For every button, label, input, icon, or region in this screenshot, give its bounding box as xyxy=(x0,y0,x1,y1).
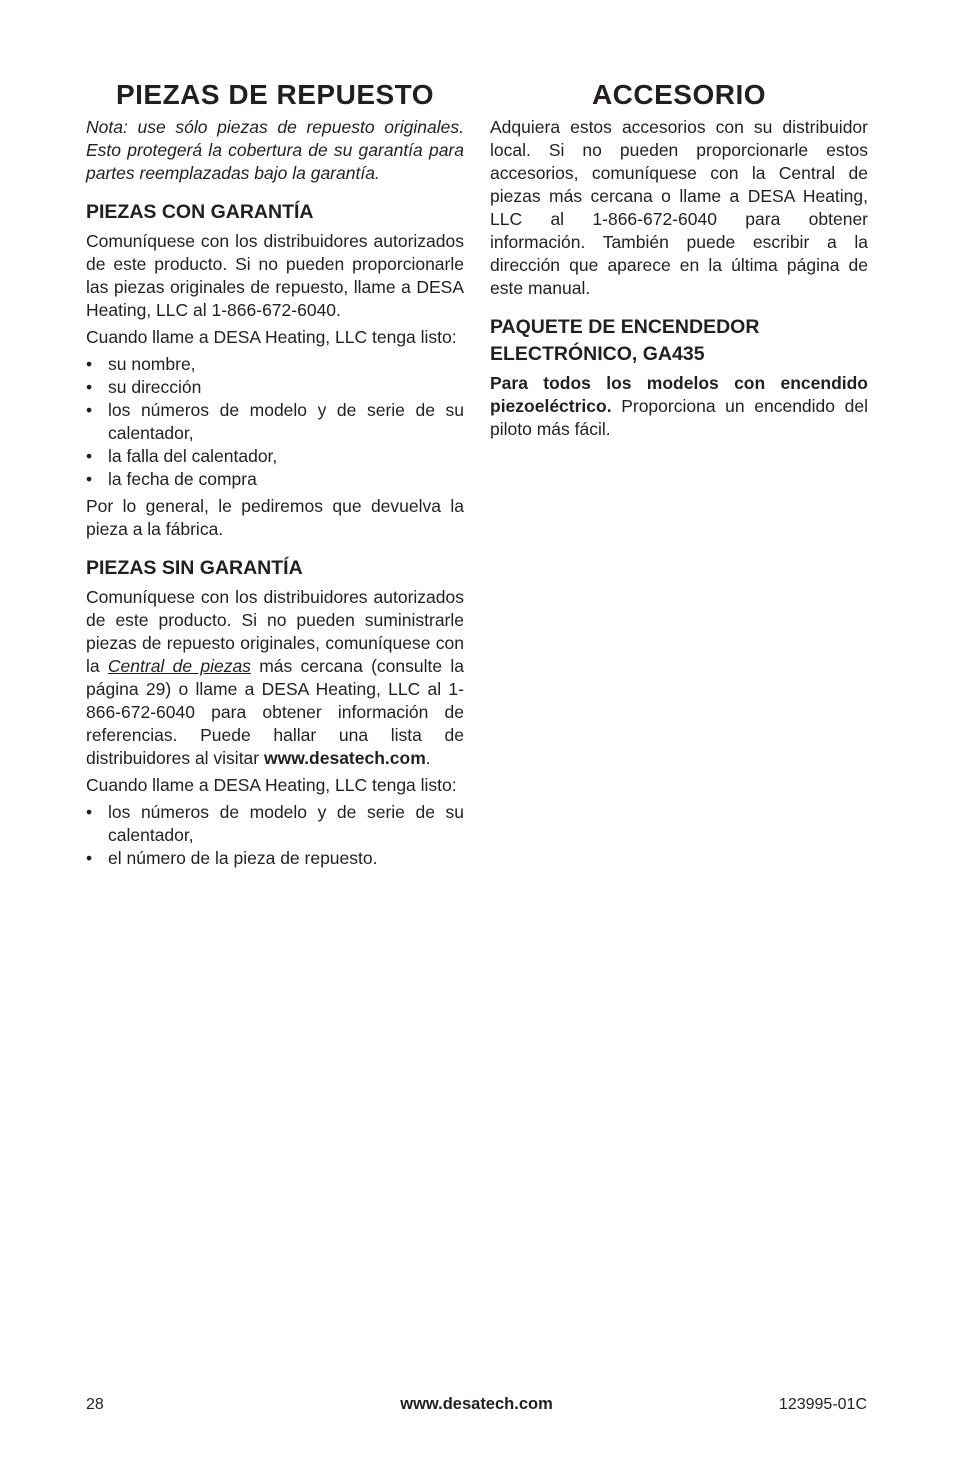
footer-website-link[interactable]: www.desatech.com xyxy=(400,1395,553,1413)
list-item: • su dirección xyxy=(86,376,464,399)
kit-text: Proporciona un encendido del piloto más fácil. xyxy=(490,396,868,439)
section-title-accesorio: ACCESORIO xyxy=(591,79,767,110)
accessory-paragraph: Adquiera estos accesorios con su distribuidor local. Si no pueden proporcionarle estos accesorios, comuníquese con la Central de piezas más cercana o llame a DESA Heating, LLC al 1-866-672-6040 para obtener información. También puede escribir a la dirección que aparece en la última página de este manual. xyxy=(490,117,868,298)
text-span: . xyxy=(425,748,431,768)
list-item: • el número de la pieza de repuesto. xyxy=(86,847,464,870)
section-title-repuesto: PIEZAS DE REPUESTO xyxy=(115,79,435,110)
note-paragraph: Nota: use sólo piezas de repuesto originales. Esto protegerá la cobertura de su garantía para partes reemplazadas bajo la garantía. xyxy=(86,117,464,183)
list-item: • su nombre, xyxy=(86,353,464,376)
warranty-paragraph-3: Por lo general, le pediremos que devuelva la pieza a la fábrica. xyxy=(86,496,464,539)
nonwarranty-paragraph-2: Cuando llame a DESA Heating, LLC tenga listo: xyxy=(86,775,457,795)
website-link[interactable]: www.desatech.com xyxy=(263,748,426,768)
right-column xyxy=(490,78,868,445)
warranty-paragraph-2: Cuando llame a DESA Heating, LLC tenga listo: xyxy=(86,327,457,347)
text-span: Comuníquese con los distribuidores autorizados de este producto. Si no pueden suministrarle piezas de repuesto originales, comuníquese con la xyxy=(86,587,464,676)
nonwarranty-paragraph-1 xyxy=(86,586,464,770)
heading-encendedor-kit: PAQUETE DE ENCENDEDOR ELECTRÓNICO, GA435 xyxy=(490,316,760,365)
list-item: • los números de modelo y de serie de su calentador, xyxy=(86,399,464,445)
left-column xyxy=(86,78,464,874)
warranty-list xyxy=(86,353,464,491)
list-item: • los números de modelo y de serie de su calentador, xyxy=(86,801,464,847)
kit-bold-text: Para todos los modelos con encendido piezoeléctrico. xyxy=(490,373,868,416)
page-number: 28 xyxy=(86,1396,104,1413)
kit-paragraph xyxy=(490,372,868,441)
text-span: más cercana (consulte la página 29) o llame a DESA Heating, LLC al 1-866-672-6040 para obtener información de referencias. Puede hallar una lista de distribuidores al visitar xyxy=(86,656,464,768)
warranty-paragraph-1: Comuníquese con los distribuidores autorizados de este producto. Si no pueden proporcionarle las piezas originales de repuesto, llame a DESA Heating, LLC al 1-866-672-6040. xyxy=(86,231,464,320)
page-footer xyxy=(86,1393,867,1417)
document-code: 123995-01C xyxy=(778,1396,867,1413)
nonwarranty-list xyxy=(86,801,464,870)
list-item: • la falla del calentador, xyxy=(86,445,464,468)
list-item: • la fecha de compra xyxy=(86,468,464,491)
central-de-piezas-link[interactable]: Central de piezas xyxy=(107,656,251,676)
heading-sin-garantia: PIEZAS SIN GARANTÍA xyxy=(86,557,303,579)
heading-con-garantia: PIEZAS CON GARANTÍA xyxy=(86,201,314,223)
